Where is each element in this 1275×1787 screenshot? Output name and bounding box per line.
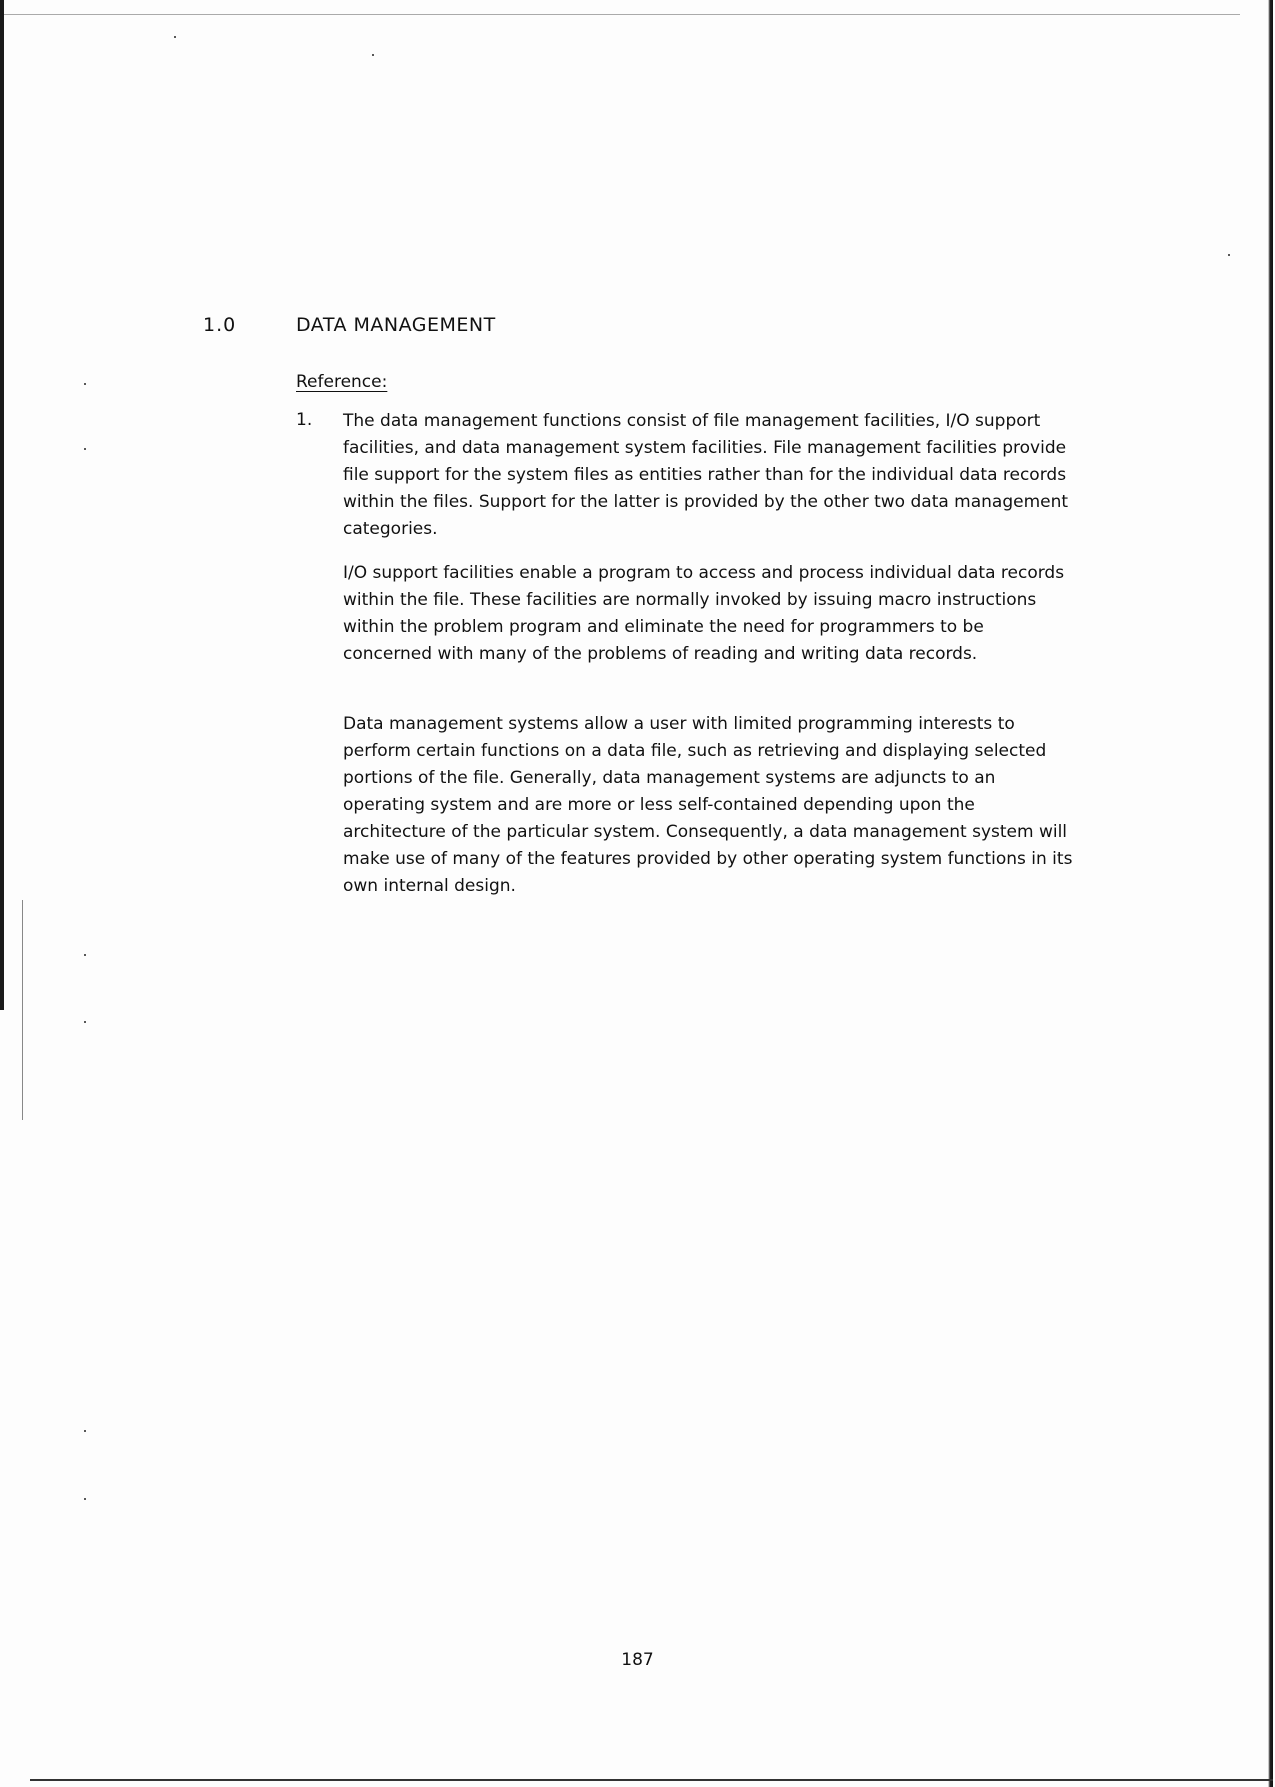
scan-speck	[84, 1498, 86, 1500]
paragraph-io-support: I/O support facilities enable a program to access and process individual data records within the file. These facilities are normally invoked by issuing macro instructions within the problem program and eliminate the need for programmers to be concerned with many of the problems of reading and writing data records.	[343, 563, 1065, 664]
section-number: 1.0	[203, 314, 237, 336]
list-item-number: 1.	[296, 410, 313, 430]
scan-speck	[84, 448, 86, 450]
paragraph-file-management: The data management functions consist of file management facilities, I/O support facilities, and data management system facilities. File management facilities provide file support for the system files as entities rather than for the individual data records within the files. Support for the latter is provided by the other two data management categories.	[343, 411, 1069, 539]
scan-edge-left	[0, 0, 4, 1010]
scan-speck	[84, 1021, 86, 1023]
scan-edge-top	[0, 14, 1240, 15]
scan-speck	[84, 954, 86, 956]
scan-speck	[1228, 254, 1230, 256]
scan-speck	[84, 383, 86, 385]
scan-edge-right	[1268, 0, 1273, 1787]
scan-speck	[174, 36, 176, 38]
section-title: DATA MANAGEMENT	[296, 314, 496, 336]
paragraph-dms: Data management systems allow a user with limited programming interests to perform certain functions on a data file, such as retrieving and displaying selected portions of the file. Generally, data management systems are adjuncts to an operating system and are more or less self-contained depending upon the architecture of the particular system. Consequently, a data management system will make use of many of the features provided by other operating system functions in its own internal design.	[343, 714, 1073, 896]
scan-edge-left-mark	[22, 900, 23, 1120]
scan-edge-bottom	[30, 1779, 1273, 1781]
scan-speck	[372, 54, 374, 56]
page-number: 187	[621, 1650, 654, 1670]
scan-speck	[84, 1430, 86, 1432]
reference-label: Reference:	[296, 372, 388, 392]
